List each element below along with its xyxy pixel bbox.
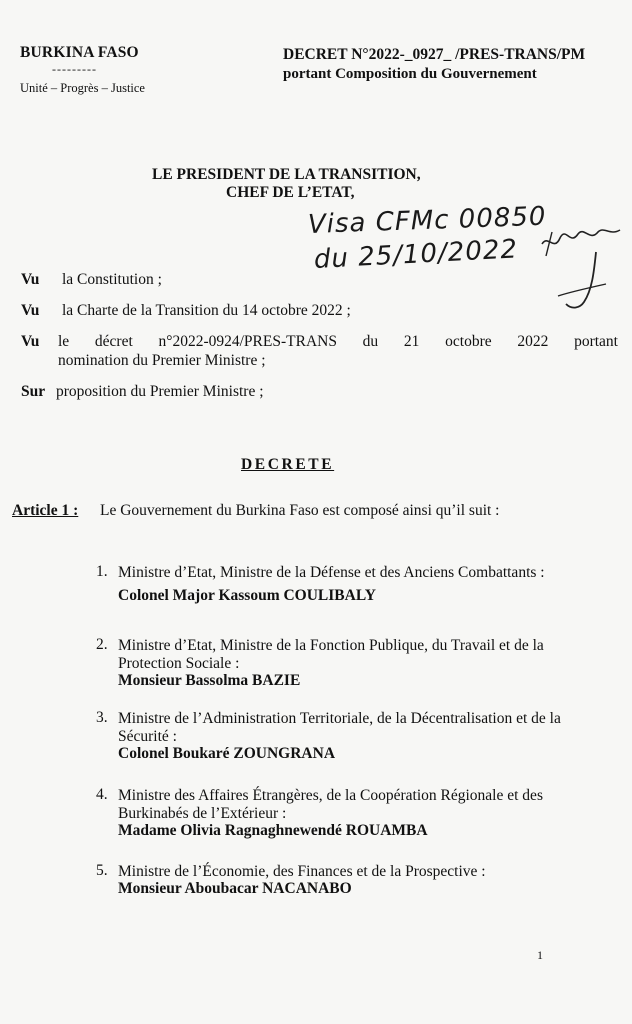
minister-number: 2.: [96, 636, 108, 653]
minister-number: 5.: [96, 862, 108, 879]
article-label-text: Article 1 :: [12, 502, 79, 519]
preamble-row: [21, 302, 39, 320]
preamble-row: [21, 271, 39, 289]
preamble-key: Sur: [21, 383, 46, 400]
minister-number: 3.: [96, 709, 108, 726]
minister-title: Ministre d’Etat, Ministre de la Fonction Publique, du Travail et de la: [118, 637, 544, 654]
decree-subject: portant Composition du Gouvernement: [283, 66, 537, 82]
preamble-text: le décret n°2022-0924/PRES-TRANS du 21 octobre 2022 portant: [58, 333, 618, 350]
preamble-text: la Charte de la Transition du 14 octobre 2022 ;: [62, 302, 351, 319]
minister-name: Madame Olivia Ragnaghnewendé ROUAMBA: [118, 822, 428, 839]
minister-title-cont: Burkinabés de l’Extérieur :: [118, 805, 287, 822]
article-label: [12, 502, 78, 520]
minister-title-cont: Protection Sociale :: [118, 655, 240, 672]
minister-name: Monsieur Bassolma BAZIE: [118, 672, 301, 689]
president-title-line1: LE PRESIDENT DE LA TRANSITION,: [152, 166, 421, 183]
country-name: BURKINA FASO: [20, 44, 139, 61]
minister-number: 4.: [96, 786, 108, 803]
minister-title: Ministre de l’Économie, des Finances et de la Prospective :: [118, 863, 486, 880]
preamble-key: Vu: [21, 333, 40, 350]
preamble-row: [21, 383, 45, 401]
decrete-heading: DECRETE: [241, 456, 335, 473]
minister-title: Ministre de l’Administration Territoriale, de la Décentralisation et de la: [118, 710, 561, 727]
header-separator: ---------: [52, 62, 97, 76]
minister-name: Monsieur Aboubacar NACANABO: [118, 880, 352, 897]
handwritten-visa: Visa CFMc 00850: [307, 201, 547, 240]
handwritten-signature: [536, 212, 626, 322]
page-number: 1: [537, 948, 543, 962]
minister-title: Ministre d’Etat, Ministre de la Défense et des Anciens Combattants :: [118, 564, 545, 581]
president-title-line2: CHEF DE L’ETAT,: [226, 184, 355, 201]
preamble-key: Vu: [21, 271, 40, 288]
minister-name: Colonel Boukaré ZOUNGRANA: [118, 745, 336, 762]
minister-title: Ministre des Affaires Étrangères, de la Coopération Régionale et des: [118, 787, 543, 804]
preamble-text: proposition du Premier Ministre ;: [56, 383, 264, 400]
preamble-row: [21, 333, 39, 351]
preamble-key: Vu: [21, 302, 40, 319]
minister-name: Colonel Major Kassoum COULIBALY: [118, 587, 376, 604]
decree-number: DECRET N°2022-_0927_ /PRES-TRANS/PM: [283, 46, 586, 63]
minister-number: 1.: [96, 563, 108, 580]
minister-title-cont: Sécurité :: [118, 728, 177, 745]
article-text: Le Gouvernement du Burkina Faso est composé ainsi qu’il suit :: [100, 502, 500, 519]
preamble-text: la Constitution ;: [62, 271, 162, 288]
handwritten-date: du 25/10/2022: [313, 234, 519, 275]
preamble-text-cont: nomination du Premier Ministre ;: [58, 352, 266, 369]
national-motto: Unité – Progrès – Justice: [20, 81, 145, 95]
